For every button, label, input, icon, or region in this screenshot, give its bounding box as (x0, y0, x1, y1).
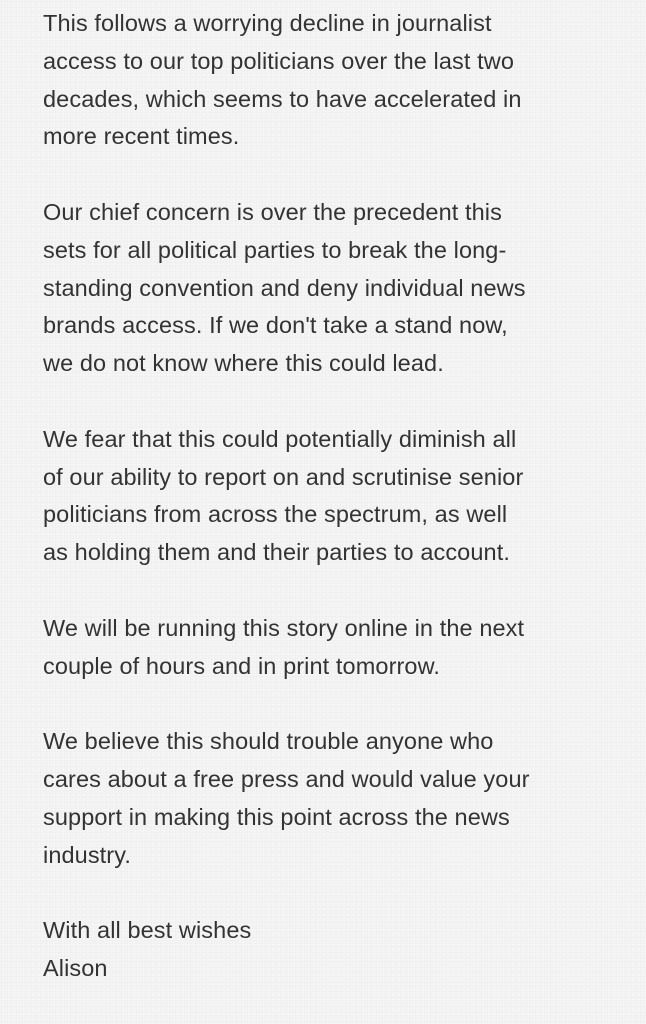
text-line: access to our top politicians over the last two (43, 47, 515, 74)
paragraph-fear (43, 421, 633, 572)
paragraph-publication (43, 610, 633, 686)
text-line: couple of hours and in print tomorrow. (43, 652, 440, 679)
paragraph-decline (43, 5, 633, 156)
text-line: sets for all political parties to break the long- (43, 236, 507, 263)
text-line: We will be running this story online in the next (43, 614, 525, 641)
text-line: standing convention and deny individual news (43, 274, 526, 301)
text-line: Our chief concern is over the precedent this (43, 198, 502, 225)
closing-line: With all best wishes (43, 917, 252, 944)
text-line: We believe this should trouble anyone who (43, 728, 494, 755)
text-line: decades, which seems to have accelerated in (43, 85, 522, 112)
text-line: as holding them and their parties to account. (43, 539, 510, 566)
text-line: cares about a free press and would value your (43, 765, 530, 792)
signature-name: Alison (43, 954, 108, 981)
paragraph-concern (43, 194, 633, 383)
signoff (43, 912, 633, 988)
text-line: we do not know where this could lead. (43, 350, 444, 377)
text-line: of our ability to report on and scrutinise senior (43, 463, 524, 490)
text-line: brands access. If we don't take a stand now, (43, 312, 508, 339)
note-body (43, 5, 633, 988)
text-line: industry. (43, 841, 131, 868)
paragraph-support (43, 723, 633, 874)
text-line: This follows a worrying decline in journalist (43, 10, 492, 36)
text-line: support in making this point across the news (43, 803, 510, 830)
text-line: We fear that this could potentially diminish all (43, 425, 517, 452)
text-line: politicians from across the spectrum, as well (43, 501, 508, 528)
text-line: more recent times. (43, 123, 240, 150)
